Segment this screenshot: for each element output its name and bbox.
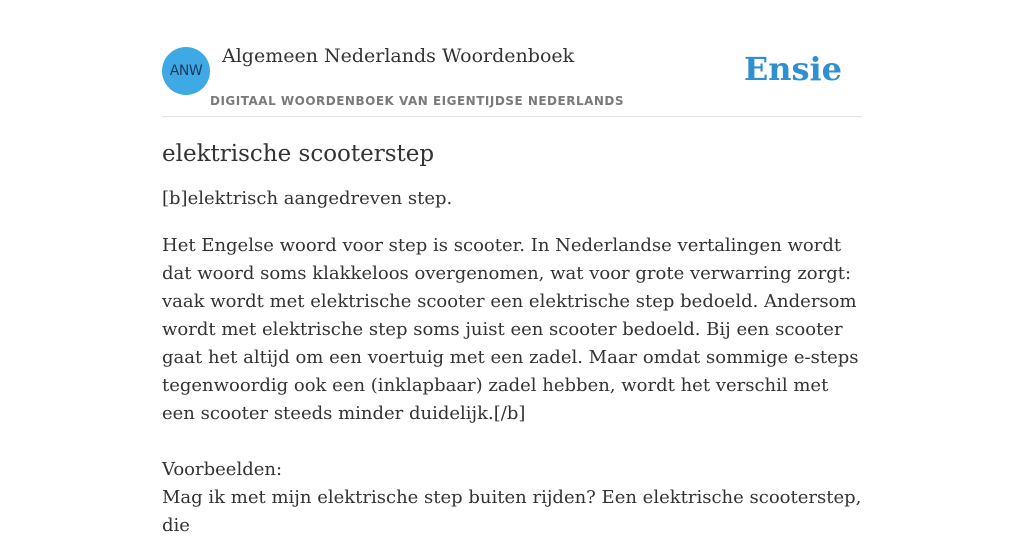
entry-explanation: Het Engelse woord voor step is scooter. In Nederlandse vertalingen wordt dat woord soms klakkeloos overgenomen, wat voor grote verwarring zorgt: vaak wordt met elektrische scooter een elektrische step bedoeld. Andersom wordt met elektrische step soms juist een scooter bedoeld. Bij een scooter gaat het altijd om een voertuig met een zadel. Maar omdat sommige e-steps tegenwoordig ook een (inklapbaar) zadel hebben, wordt het verschil met een scooter steeds minder duidelijk.[/b] — [162, 235, 859, 424]
examples-label: Voorbeelden: — [162, 459, 283, 480]
anw-logo[interactable]: ANW — [162, 47, 210, 95]
example-sentence: Mag ik met mijn elektrische step buiten rijden? Een elektrische scooterstep, die — [162, 487, 862, 536]
site-title[interactable]: Algemeen Nederlands Woordenboek — [222, 45, 575, 67]
ensie-brand-logo[interactable]: Ensie — [743, 50, 842, 88]
entry-definition: [b]elektrisch aangedreven step. — [162, 188, 453, 209]
site-header — [162, 40, 862, 117]
entry-content — [162, 136, 862, 540]
site-subtitle: DIGITAAL WOORDENBOEK VAN EIGENTIJDSE NEDERLANDS — [210, 94, 625, 108]
entry-term: elektrische scooterstep — [162, 141, 435, 167]
